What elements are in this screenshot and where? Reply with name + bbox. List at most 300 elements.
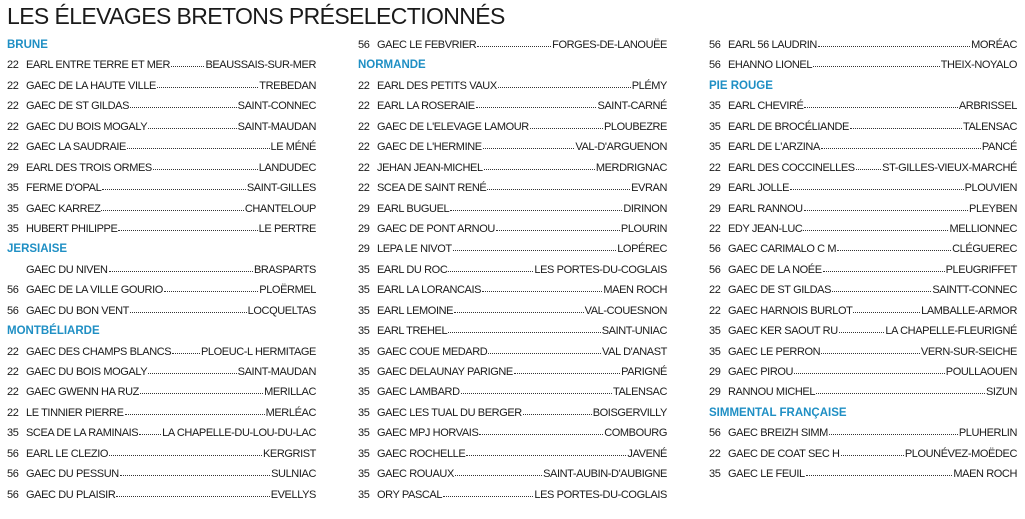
town-name: MERILLAC (264, 386, 316, 399)
farm-name: JEHAN JEAN-MICHEL (377, 161, 483, 174)
town-name: DIRINON (623, 202, 667, 215)
town-name: PLUHERLIN (958, 427, 1017, 440)
farm-name: EARL DE BROCÉLIANDE (728, 120, 849, 133)
farm-name: GAEC DU PLAISIR (26, 488, 116, 501)
farm-entry (7, 80, 316, 100)
farm-name: EARL CHEVIRÉ (728, 100, 804, 113)
dot-leader (530, 128, 603, 129)
department-number: 35 (358, 447, 370, 460)
dot-leader (139, 434, 161, 435)
dot-leader (450, 210, 622, 211)
department-number: 22 (358, 79, 370, 92)
farm-name: LE TINNIER PIERRE (26, 406, 124, 419)
department-number: 35 (358, 386, 370, 399)
town-name: PLOEUC-L HERMITAGE (200, 345, 316, 358)
dot-leader (130, 312, 247, 313)
town-name: EVRAN (631, 182, 667, 195)
dot-leader (806, 475, 953, 476)
farm-entry (7, 305, 316, 325)
farm-name: GAEC DU BON VENT (26, 304, 130, 317)
town-name: MERLÉAC (265, 406, 316, 419)
breed-heading: SIMMENTAL FRANÇAISE (709, 406, 847, 419)
farm-entry (709, 203, 1017, 223)
farm-entry (709, 448, 1017, 468)
dot-leader (821, 353, 920, 354)
department-number: 22 (358, 182, 370, 195)
department-number: 22 (358, 161, 370, 174)
farm-entry (358, 80, 667, 100)
breed-heading: BRUNE (7, 39, 48, 51)
town-name: LE PERTRE (258, 222, 316, 235)
department-number: 56 (7, 304, 19, 317)
farm-entry (358, 468, 667, 488)
farm-name: GAEC DE L'ELEVAGE LAMOUR (377, 120, 529, 133)
department-number: 35 (358, 366, 370, 378)
town-name: PLEUGRIFFET (945, 263, 1017, 276)
farm-name: GAEC KER SAOUT RU (728, 325, 838, 338)
town-name: LOCQUELTAS (247, 304, 316, 317)
dot-leader (790, 189, 964, 190)
dot-leader (816, 393, 985, 394)
department-number: 35 (709, 120, 721, 133)
farm-name: GAEC ROUAUX (377, 468, 454, 481)
department-number: 35 (358, 468, 370, 481)
farm-entry (709, 141, 1017, 161)
farm-entry (7, 162, 316, 182)
farm-entry (7, 284, 316, 304)
department-number: 29 (358, 222, 370, 235)
dot-leader (130, 107, 237, 108)
dot-leader (483, 148, 575, 149)
town-name: SAINT-UNIAC (601, 325, 667, 338)
dot-leader (101, 210, 243, 211)
department-number: 22 (358, 141, 370, 154)
dot-leader (461, 393, 612, 394)
dot-leader (448, 332, 601, 333)
department-number: 56 (7, 284, 19, 297)
department-number: 35 (358, 284, 370, 297)
farm-name: FERME D'OPAL (26, 182, 102, 195)
department-number: 35 (7, 202, 19, 215)
farm-name: GAEC DE ST GILDAS (728, 284, 832, 297)
town-name: LE MÉNÉ (270, 141, 316, 154)
farm-entry (358, 121, 667, 141)
town-name: PARIGNÉ (621, 366, 667, 378)
farm-entry (7, 346, 316, 366)
town-name: LES PORTES-DU-COGLAIS (534, 263, 667, 276)
department-number: 29 (709, 386, 721, 399)
farm-name: GAEC DE COAT SEC H (728, 447, 840, 460)
farm-name: GAEC DE LA VILLE GOURIO (26, 284, 163, 297)
dot-leader (839, 332, 885, 333)
dot-leader (496, 230, 620, 231)
town-name: MELLIONNEC (949, 222, 1017, 235)
dot-leader (837, 250, 951, 251)
department-number: 22 (709, 447, 721, 460)
farm-name: EARL DU ROC (377, 263, 448, 276)
dot-leader (454, 312, 583, 313)
farm-name: EARL 56 LAUDRIN (728, 39, 817, 51)
farm-entry (709, 305, 1017, 325)
farm-name: GAEC LE PERRON (728, 345, 821, 358)
farm-name: GAEC ROCHELLE (377, 447, 466, 460)
town-name: VAL-COUESNON (584, 304, 667, 317)
farm-entry (709, 59, 1017, 79)
department-number: 35 (7, 427, 19, 440)
farm-entry (709, 182, 1017, 202)
dot-leader (109, 455, 262, 456)
department-number: 22 (7, 386, 19, 399)
farm-name: SCEA DE LA RAMINAIS (26, 427, 139, 440)
town-name: COMBOURG (604, 427, 667, 440)
dot-leader (153, 169, 258, 170)
town-name: ARBRISSEL (958, 100, 1017, 113)
department-number: 29 (709, 202, 721, 215)
farm-name: EARL LEMOINE (377, 304, 454, 317)
dot-leader (803, 230, 948, 231)
department-number: 22 (358, 120, 370, 133)
dot-leader (172, 353, 200, 354)
farm-entry (709, 427, 1017, 447)
farm-entry (358, 305, 667, 325)
farm-name: GAEC DE LA HAUTE VILLE (26, 79, 156, 92)
farm-entry (709, 386, 1017, 406)
farm-entry (709, 264, 1017, 284)
dot-leader (164, 291, 258, 292)
farm-name: GAEC DU PESSUN (26, 468, 119, 481)
dot-leader (498, 87, 631, 88)
farm-name: GAEC DU NIVEN (26, 263, 108, 276)
department-number: 22 (7, 59, 19, 72)
town-name: POULLAOUEN (945, 366, 1017, 378)
department-number: 35 (358, 304, 370, 317)
department-number: 22 (709, 284, 721, 297)
farm-name: GAEC LAMBARD (377, 386, 460, 399)
farm-name: GAEC GWENN HA RUZ (26, 386, 139, 399)
department-number: 56 (709, 39, 721, 51)
department-number: 35 (709, 100, 721, 113)
town-name: PLOURIN (620, 222, 667, 235)
department-number: 35 (709, 468, 721, 481)
farm-entry (358, 448, 667, 468)
farm-name: EARL DES PETITS VAUX (377, 79, 497, 92)
dot-leader (453, 250, 617, 251)
dot-leader (102, 189, 245, 190)
town-name: SULNIAC (271, 468, 316, 481)
department-number: 35 (709, 141, 721, 154)
town-name: MORÉAC (971, 39, 1017, 51)
department-number: 35 (358, 263, 370, 276)
town-name: CHANTELOUP (244, 202, 316, 215)
farm-entry (358, 427, 667, 447)
department-number: 35 (358, 427, 370, 440)
farm-entry (7, 489, 316, 509)
dot-leader (841, 455, 904, 456)
town-name: SAINT-CARNÉ (597, 100, 667, 113)
farm-name: EDY JEAN-LUC (728, 222, 803, 235)
dot-leader (804, 210, 968, 211)
farm-name: GAEC LE FEBVRIER (377, 39, 477, 51)
dot-leader (832, 291, 931, 292)
farm-entry (358, 223, 667, 243)
farm-name: GAEC DE ST GILDAS (26, 100, 130, 113)
farm-entry (709, 243, 1017, 263)
department-number: 22 (709, 304, 721, 317)
town-name: SAINT-MAUDAN (237, 366, 316, 378)
town-name: FORGES-DE-LANOUËE (552, 39, 667, 51)
farm-entry (7, 223, 316, 243)
town-name: ST-GILLES-VIEUX-MARCHÉ (882, 161, 1017, 174)
dot-leader (514, 373, 620, 374)
town-name: MAEN ROCH (953, 468, 1017, 481)
page-title: LES ÉLEVAGES BRETONS PRÉSELECTIONNÉS (7, 3, 505, 29)
farm-entry (7, 264, 316, 284)
farm-name: GAEC COUE MEDARD (377, 345, 488, 358)
farm-name: GAEC BREIZH SIMM (728, 427, 828, 440)
dot-leader (116, 496, 269, 497)
department-number: 56 (358, 39, 370, 51)
dot-leader (118, 230, 257, 231)
farm-entry (7, 468, 316, 488)
farm-name: GAEC DELAUNAY PARIGNE (377, 366, 513, 378)
farm-name: GAEC CARIMALO C M (728, 243, 837, 256)
farm-name: GAEC LES TUAL DU BERGER (377, 406, 522, 419)
farm-name: EARL JOLLE (728, 182, 790, 195)
dot-leader (479, 434, 603, 435)
farm-entry (358, 162, 667, 182)
department-number: 35 (358, 406, 370, 419)
town-name: LOPÉREC (617, 243, 667, 256)
town-name: SAINTT-CONNEC (932, 284, 1017, 297)
dot-leader (818, 46, 970, 47)
dot-leader (109, 271, 253, 272)
department-number: 56 (709, 59, 721, 72)
farm-name: ORY PASCAL (377, 488, 443, 501)
department-number: 35 (709, 325, 721, 338)
farm-entry (709, 346, 1017, 366)
farm-entry (7, 407, 316, 427)
farm-entry (7, 59, 316, 79)
farm-entry (358, 386, 667, 406)
dot-leader (482, 291, 602, 292)
department-number: 56 (7, 468, 19, 481)
department-number: 22 (7, 366, 19, 378)
town-name: SAINT-MAUDAN (237, 120, 316, 133)
dot-leader (850, 128, 962, 129)
farm-name: GAEC MPJ HORVAIS (377, 427, 479, 440)
breed-heading: PIE ROUGE (709, 79, 773, 92)
dot-leader (455, 475, 542, 476)
department-number: 35 (709, 345, 721, 358)
dot-leader (477, 46, 551, 47)
town-name: THEIX-NOYALO (940, 59, 1017, 72)
farm-entry (358, 100, 667, 120)
department-number: 56 (7, 447, 19, 460)
dot-leader (804, 107, 957, 108)
farm-name: HUBERT PHILIPPE (26, 222, 118, 235)
farm-entry (7, 386, 316, 406)
farm-name: EARL LA LORANCAIS (377, 284, 482, 297)
town-name: MAEN ROCH (603, 284, 667, 297)
farm-entry (7, 427, 316, 447)
town-name: PLEYBEN (969, 202, 1017, 215)
town-name: JAVENÉ (627, 447, 667, 460)
dot-leader (148, 128, 237, 129)
farm-name: GAEC PIROU (728, 366, 794, 378)
town-name: TALENSAC (612, 386, 667, 399)
department-number: 29 (358, 202, 370, 215)
farm-entry (358, 489, 667, 509)
farm-name: GAEC LA SAUDRAIE (26, 141, 126, 154)
department-number: 22 (7, 406, 19, 419)
farm-name: GAEC DE L'HERMINE (377, 141, 482, 154)
farm-name: GAEC DU BOIS MOGALY (26, 366, 148, 378)
department-number: 56 (709, 263, 721, 276)
farm-entry (358, 182, 667, 202)
farm-entry (358, 39, 667, 59)
farm-name: EARL DE L'ARZINA (728, 141, 820, 154)
farm-name: GAEC DE PONT ARNOU (377, 222, 495, 235)
farm-entry (7, 100, 316, 120)
department-number: 22 (709, 222, 721, 235)
town-name: PANCÉ (981, 141, 1017, 154)
town-name: VAL D'ANAST (602, 345, 667, 358)
town-name: PLOUNÉVEZ-MOËDEC (904, 447, 1017, 460)
dot-leader (813, 66, 940, 67)
town-name: LA CHAPELLE-FLEURIGNÉ (885, 325, 1017, 338)
farm-entry (358, 141, 667, 161)
farm-name: GAEC LE FEUIL (728, 468, 805, 481)
dot-leader (125, 414, 265, 415)
farm-entry (358, 346, 667, 366)
dot-leader (853, 312, 920, 313)
town-name: EVELLYS (270, 488, 316, 501)
department-number: 56 (7, 488, 19, 501)
town-name: BOISGERVILLY (592, 406, 667, 419)
farm-entry (358, 243, 667, 263)
town-name: LES PORTES-DU-COGLAIS (534, 488, 667, 501)
dot-leader (488, 353, 601, 354)
department-number: 22 (358, 100, 370, 113)
department-number: 35 (7, 182, 19, 195)
farm-entry (709, 325, 1017, 345)
dot-leader (120, 475, 270, 476)
breed-heading: NORMANDE (358, 59, 426, 72)
farm-name: EHANNO LIONEL (728, 59, 813, 72)
dot-leader (140, 393, 263, 394)
farm-entry (709, 284, 1017, 304)
dot-leader (466, 455, 626, 456)
dot-leader (443, 496, 533, 497)
department-number: 29 (7, 161, 19, 174)
town-name: VERN-SUR-SEICHE (920, 345, 1017, 358)
column-2 (358, 39, 667, 509)
department-number: 22 (7, 345, 19, 358)
farm-entry (7, 203, 316, 223)
dot-leader (856, 169, 881, 170)
farm-entry (709, 468, 1017, 488)
farm-name: EARL DES COCCINELLES (728, 161, 855, 174)
farm-entry (7, 366, 316, 386)
town-name: BEAUSSAIS-SUR-MER (205, 59, 316, 72)
farm-name: EARL LA ROSERAIE (377, 100, 475, 113)
town-name: SAINT-CONNEC (237, 100, 316, 113)
town-name: SAINT-GILLES (246, 182, 316, 195)
department-number: 56 (709, 243, 721, 256)
department-number: 29 (709, 182, 721, 195)
farm-name: GAEC KARREZ (26, 202, 101, 215)
farm-name: SCEA DE SAINT RENÉ (377, 182, 487, 195)
farm-name: EARL ENTRE TERRE ET MER (26, 59, 171, 72)
farm-entry (7, 141, 316, 161)
town-name: TALENSAC (962, 120, 1017, 133)
farm-name: EARL DES TROIS ORMES (26, 161, 152, 174)
farm-entry (358, 284, 667, 304)
town-name: MERDRIGNAC (595, 161, 667, 174)
dot-leader (171, 66, 204, 67)
department-number: 22 (7, 100, 19, 113)
farm-entry (358, 203, 667, 223)
town-name: SIZUN (985, 386, 1017, 399)
town-name: PLOËRMEL (259, 284, 316, 297)
department-number: 22 (7, 79, 19, 92)
farm-name: EARL LE CLEZIO (26, 447, 109, 460)
farm-entry (358, 366, 667, 386)
farm-name: LEPA LE NIVOT (377, 243, 452, 256)
farm-entry (709, 121, 1017, 141)
department-number: 22 (7, 141, 19, 154)
town-name: PLÉMY (631, 79, 667, 92)
farm-entry (709, 100, 1017, 120)
farm-entry (358, 264, 667, 284)
town-name: SAINT-AUBIN-D'AUBIGNE (543, 468, 667, 481)
dot-leader (476, 107, 597, 108)
farm-entry (709, 223, 1017, 243)
town-name: PLOUBEZRE (603, 120, 667, 133)
farm-name: EARL BUGUEL (377, 202, 450, 215)
farm-entry (7, 121, 316, 141)
farm-name: GAEC DES CHAMPS BLANCS (26, 345, 172, 358)
dot-leader (484, 169, 595, 170)
department-number: 35 (358, 345, 370, 358)
farm-entry (358, 325, 667, 345)
town-name: BRASPARTS (253, 263, 316, 276)
department-number: 22 (7, 120, 19, 133)
column-3 (709, 39, 1017, 489)
farm-name: GAEC DU BOIS MOGALY (26, 120, 148, 133)
department-number: 35 (358, 488, 370, 501)
town-name: CLÉGUEREC (952, 243, 1017, 256)
breed-heading: JERSIAISE (7, 243, 68, 256)
dot-leader (157, 87, 258, 88)
breed-heading: MONTBÉLIARDE (7, 325, 100, 338)
dot-leader (127, 148, 270, 149)
town-name: LA CHAPELLE-DU-LOU-DU-LAC (162, 427, 316, 440)
town-name: KERGRIST (262, 447, 316, 460)
town-name: LANDUDEC (258, 161, 316, 174)
department-number: 29 (709, 366, 721, 378)
farm-entry (358, 407, 667, 427)
farm-entry (709, 162, 1017, 182)
farm-name: GAEC DE LA NOÉE (728, 263, 822, 276)
department-number: 22 (709, 161, 721, 174)
department-number: 29 (358, 243, 370, 256)
department-number: 56 (709, 427, 721, 440)
town-name: VAL-D'ARGUENON (575, 141, 667, 154)
town-name: LAMBALLE-ARMOR (921, 304, 1017, 317)
department-number: 35 (7, 222, 19, 235)
farm-name: EARL RANNOU (728, 202, 803, 215)
